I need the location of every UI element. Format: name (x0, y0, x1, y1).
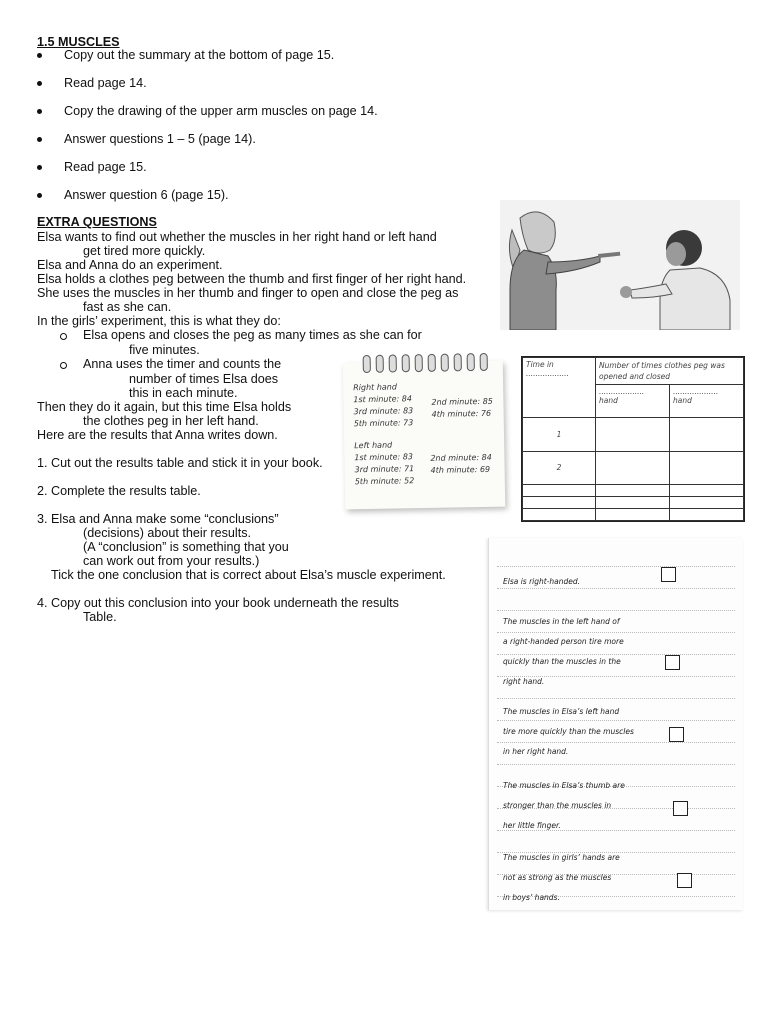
task-item: Copy the drawing of the upper arm muscles on page 14. (64, 104, 378, 118)
notepad-entry: 2nd minute: 84 (430, 452, 492, 463)
intro-line: get tired more quickly. (83, 244, 206, 258)
after-line: Then they do it again, but this time Elsa holds (37, 400, 292, 414)
notepad-right-title: Right hand (353, 382, 397, 393)
notepad-entry: 5th minute: 73 (353, 418, 414, 429)
sub-step-line: this in each minute. (129, 386, 238, 400)
conclusion-line: The muscles in the left hand of (503, 617, 620, 626)
hand-col-1 (596, 385, 670, 417)
conclusion-line: The muscles in Elsa’s left hand (503, 707, 620, 716)
results-table (521, 356, 745, 522)
notepad-entry: 3rd minute: 71 (354, 464, 415, 475)
girls-illustration (500, 200, 740, 330)
question-3-line: (decisions) about their results. (83, 526, 251, 540)
question-1: 1. Cut out the results table and stick it in your book. (37, 456, 323, 470)
conclusion-line: right hand. (503, 677, 545, 686)
table-cell[interactable] (669, 497, 743, 509)
experiment-illustration (500, 200, 740, 330)
sub-step-line: Anna uses the timer and counts the (83, 357, 282, 371)
conclusion-checkbox[interactable] (661, 567, 676, 582)
conclusion-line: not as strong as the muscles (503, 873, 612, 882)
table-cell[interactable] (596, 485, 670, 497)
intro-line: She uses the muscles in her thumb and finger to open and close the peg as (37, 286, 459, 300)
table-cell[interactable] (596, 451, 670, 485)
hand-blank: ................... (599, 387, 645, 396)
conclusion-line: The muscles in Elsa’s thumb are (503, 781, 625, 790)
conclusion-line: Elsa is right-handed. (503, 577, 581, 586)
conclusion-line: in boys’ hands. (503, 893, 560, 902)
after-line: the clothes peg in her left hand. (83, 414, 259, 428)
question-3-line: can work out from your results.) (83, 554, 260, 568)
intro-line: Elsa holds a clothes peg between the thumb and first finger of her right hand. (37, 272, 467, 286)
count-header: Number of times clothes peg was opened and closed (599, 361, 725, 381)
question-3: 3. Elsa and Anna make some “conclusions” (37, 512, 279, 526)
hand-blank: ................... (673, 387, 719, 396)
conclusion-checkbox[interactable] (677, 873, 692, 888)
conclusion-line: quickly than the muscles in the (503, 657, 621, 666)
table-header-time (523, 358, 596, 418)
conclusion-checkbox[interactable] (665, 655, 680, 670)
conclusion-line: stronger than the muscles in (503, 801, 612, 810)
table-row-time: 1 (523, 418, 596, 452)
intro-line: Elsa wants to find out whether the muscles in her right hand or left hand (37, 230, 437, 244)
task-item: Copy out the summary at the bottom of page 15. (64, 48, 335, 62)
notepad-entry: 4th minute: 76 (431, 408, 492, 419)
conclusion-line: her little finger. (503, 821, 561, 830)
conclusion-line: The muscles in girls’ hands are (503, 853, 620, 862)
table-cell[interactable] (669, 509, 743, 521)
conclusion-line: tire more quickly than the muscles (503, 727, 634, 736)
notepad-entry: 5th minute: 52 (354, 476, 415, 487)
table-row-time (523, 485, 596, 497)
conclusion-line: a right-handed person tire more (503, 637, 624, 646)
notepad-left-title: Left hand (354, 440, 393, 451)
notepad-entry: 1st minute: 83 (354, 452, 414, 463)
bullet (37, 193, 42, 198)
bullet (37, 81, 42, 86)
intro-line: In the girls’ experiment, this is what they do: (37, 314, 281, 328)
table-cell[interactable] (596, 497, 670, 509)
task-item: Read page 14. (64, 76, 147, 90)
sub-bullet (60, 362, 67, 369)
table-header-count (596, 358, 744, 418)
bullet (37, 109, 42, 114)
question-4: 4. Copy out this conclusion into your book underneath the results (37, 596, 399, 610)
question-4-line: Table. (83, 610, 117, 624)
bullet (37, 165, 42, 170)
conclusion-checkbox[interactable] (673, 801, 688, 816)
table-row-time (523, 497, 596, 509)
task-item: Answer question 6 (page 15). (64, 188, 229, 202)
time-blank: .................. (526, 369, 569, 378)
table-cell[interactable] (596, 418, 670, 452)
conclusion-checkbox[interactable] (669, 727, 684, 742)
notepad-entry: 4th minute: 69 (430, 464, 491, 475)
table-cell[interactable] (669, 418, 743, 452)
time-header: Time in (526, 360, 554, 369)
sub-step-line: five minutes. (129, 343, 200, 357)
table-cell[interactable] (596, 509, 670, 521)
question-3-line: Tick the one conclusion that is correct about Elsa’s muscle experiment. (51, 568, 446, 582)
table-cell[interactable] (669, 451, 743, 485)
conclusion-line: in her right hand. (503, 747, 569, 756)
sub-step-line: number of times Elsa does (129, 372, 279, 386)
notepad-entry: 2nd minute: 85 (431, 396, 493, 407)
results-notepad (343, 361, 506, 510)
sub-step-line: Elsa opens and closes the peg as many times as she can for (83, 328, 422, 342)
extra-questions-title: EXTRA QUESTIONS (37, 215, 157, 229)
hand-label: hand (599, 396, 618, 405)
conclusions-sheet (488, 538, 743, 910)
notepad-entry: 3rd minute: 83 (353, 406, 414, 417)
hand-label: hand (673, 396, 692, 405)
intro-line: Elsa and Anna do an experiment. (37, 258, 223, 272)
question-2: 2. Complete the results table. (37, 484, 201, 498)
bullet (37, 137, 42, 142)
after-line: Here are the results that Anna writes down. (37, 428, 278, 442)
table-cell[interactable] (669, 485, 743, 497)
hand-col-2 (670, 385, 743, 417)
intro-line: fast as she can. (83, 300, 172, 314)
question-3-line: (A “conclusion” is something that you (83, 540, 289, 554)
notepad-entry: 1st minute: 84 (353, 394, 413, 405)
sub-bullet (60, 333, 67, 340)
table-row-time: 2 (523, 451, 596, 485)
section-title: 1.5 MUSCLES (37, 35, 120, 49)
task-item: Answer questions 1 – 5 (page 14). (64, 132, 256, 146)
bullet (37, 53, 42, 58)
task-item: Read page 15. (64, 160, 147, 174)
table-row-time (523, 509, 596, 521)
